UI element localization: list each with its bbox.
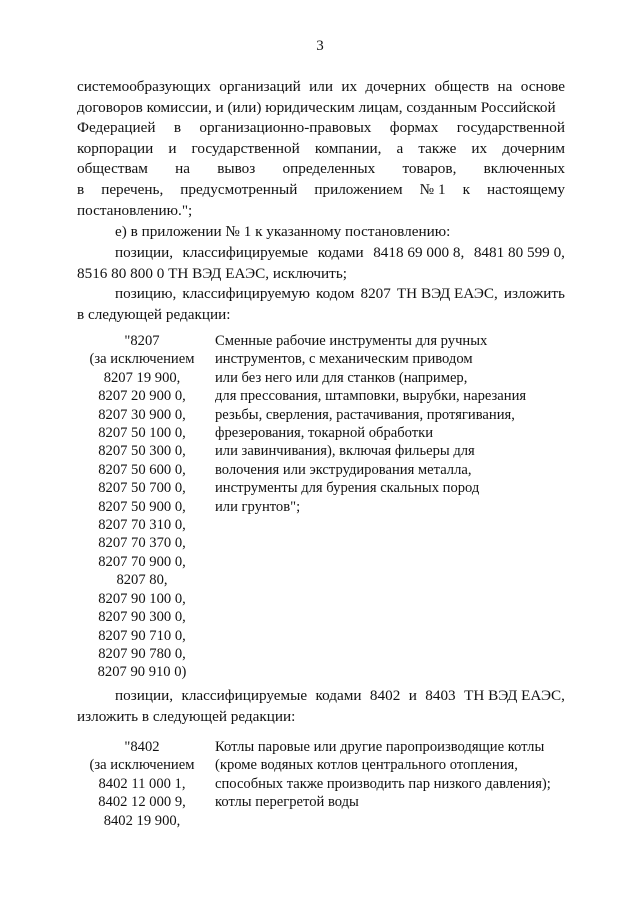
- description-line: или без него или для станков (например,: [215, 369, 468, 386]
- exclude-line-2: 8516 80 800 0 ТН ВЭД ЕАЭС, исключить;: [77, 264, 347, 282]
- word: также: [418, 139, 457, 157]
- code-line: "8207: [124, 333, 160, 349]
- description-line: или завинчивания), включая фильеры для: [215, 443, 475, 460]
- word: позицию,: [115, 285, 177, 302]
- restate-line-2: в следующей редакции:: [77, 305, 231, 323]
- code-line: 8207 80,: [116, 572, 168, 589]
- code-line: 8207 20 900 0,: [98, 388, 186, 405]
- code-line: 8207 50 600 0,: [98, 461, 186, 478]
- word: государственной: [191, 139, 300, 157]
- word: изложить: [503, 285, 565, 302]
- restate-paragraph: [77, 284, 565, 325]
- positions-line-2: изложить в следующей редакции:: [77, 707, 296, 725]
- word: классифицируемые: [181, 687, 308, 704]
- code-line: 8207 50 100 0,: [98, 425, 186, 442]
- word: классифицируемые: [182, 244, 309, 261]
- positions-paragraph: [77, 686, 565, 727]
- table1-description: [215, 332, 526, 516]
- code-line: 8207 19 900,: [103, 369, 181, 386]
- word: кодами: [315, 687, 362, 704]
- item-e-text: е) в приложении № 1 к указанному постановлению:: [115, 223, 451, 240]
- code-line: "8402: [124, 739, 160, 755]
- word: организационно-правовых: [199, 119, 372, 137]
- word: на: [175, 160, 190, 178]
- description-line: резьбы, сверления, растачивания, протягивания,: [215, 406, 515, 423]
- table2-description: [215, 738, 551, 812]
- description-line: котлы перегретой воды: [215, 794, 359, 811]
- word: организаций: [219, 78, 301, 95]
- word: их: [471, 139, 488, 157]
- code-line: 8207 90 300 0,: [98, 609, 186, 626]
- code-line: 8207 90 910 0): [97, 664, 187, 681]
- word: и: [168, 139, 177, 157]
- word: ТН ВЭД ЕАЭС,: [396, 285, 498, 302]
- code-line: 8402 12 000 9,: [98, 794, 186, 811]
- exclude-line-1: [77, 243, 565, 264]
- para1-line-1: [77, 77, 565, 98]
- description-line: инструменты для бурения скальных пород: [215, 480, 480, 497]
- description-line: (кроме водяных котлов центрального отопления,: [215, 757, 518, 774]
- description-line: Котлы паровые или другие паропроизводящие котлы: [215, 739, 545, 755]
- word: ТН ВЭД ЕАЭС,: [464, 687, 565, 704]
- exclude-paragraph: [77, 243, 565, 284]
- para1-line-4: [77, 139, 565, 160]
- code-line: 8207 50 900 0,: [98, 498, 186, 515]
- word: формах: [389, 119, 439, 137]
- word: 8481 80 599 0,: [473, 244, 565, 261]
- word: 8418 69 000 8,: [373, 244, 465, 261]
- description-line: или грунтов";: [215, 498, 301, 515]
- code-line: 8207 90 100 0,: [98, 590, 186, 607]
- word: 8402: [369, 687, 401, 704]
- word: перечень,: [101, 180, 164, 198]
- code-line: 8207 70 310 0,: [98, 517, 186, 534]
- word: а: [396, 139, 404, 157]
- word: в: [77, 180, 85, 198]
- code-line: 8207 50 300 0,: [98, 443, 186, 460]
- word: к: [462, 180, 470, 198]
- word: настоящему: [486, 180, 565, 198]
- code-line: 8207 90 780 0,: [98, 645, 186, 662]
- word: дочерних: [365, 78, 427, 95]
- word: или: [309, 78, 333, 95]
- description-line: волочения или экструдирования металла,: [215, 461, 472, 478]
- para1-line-2: договоров комиссии, и (или) юридическим лицам, созданным Российской: [77, 98, 556, 116]
- word: позиции,: [115, 244, 174, 261]
- word: корпорации: [77, 139, 154, 157]
- word: 8403: [425, 687, 456, 704]
- code-line: 8207 50 700 0,: [98, 480, 186, 497]
- paragraph-continuation: [77, 77, 565, 221]
- description-line: фрезерования, токарной обработки: [215, 425, 434, 442]
- code-line: 8207 70 900 0,: [98, 553, 186, 570]
- word: предусмотренный: [180, 180, 298, 198]
- description-line: Сменные рабочие инструменты для ручных: [215, 333, 488, 349]
- word: товаров,: [402, 160, 457, 178]
- code-line: 8402 11 000 1,: [98, 775, 186, 792]
- word: позиции,: [115, 687, 174, 704]
- word: и: [408, 687, 417, 704]
- word: вывоз: [217, 160, 256, 178]
- page-number: 3: [316, 38, 324, 54]
- word: определенных: [282, 160, 376, 178]
- word: дочерним: [502, 139, 565, 157]
- word: приложением: [314, 180, 403, 198]
- para1-line-3: [77, 118, 565, 139]
- code-line: 8402 19 900,: [103, 812, 181, 829]
- word: кодами: [317, 244, 364, 261]
- word: кодом: [316, 285, 355, 302]
- word: системообразующих: [77, 78, 211, 95]
- word: основе: [520, 78, 565, 95]
- para1-line-7: постановлению.";: [77, 201, 193, 219]
- table1-codes: [80, 332, 204, 682]
- description-line: инструментов, с механическим приводом: [215, 351, 473, 368]
- code-line: (за исключением: [89, 757, 195, 774]
- word: включенных: [483, 160, 565, 178]
- word: № 1: [419, 180, 446, 198]
- word: 8207: [360, 285, 391, 302]
- word: на: [497, 78, 513, 95]
- description-line: способных также производить пар низкого давления);: [215, 775, 551, 792]
- word: классифицируемую: [182, 285, 310, 302]
- word: обществам: [77, 160, 148, 178]
- description-line: для прессования, штамповки, вырубки, нарезания: [215, 388, 527, 405]
- table2-codes: [80, 738, 204, 830]
- code-line: (за исключением: [89, 351, 195, 368]
- para1-line-6: [77, 180, 565, 201]
- word: в: [173, 119, 181, 137]
- positions-line-1: [77, 686, 565, 707]
- code-line: 8207 70 370 0,: [98, 535, 186, 552]
- restate-line-1: [77, 284, 565, 305]
- item-e-paragraph: [77, 222, 565, 243]
- code-line: 8207 90 710 0,: [98, 627, 186, 644]
- para1-line-5: [77, 159, 565, 180]
- word: обществ: [434, 78, 490, 95]
- code-line: 8207 30 900 0,: [98, 406, 186, 423]
- word: их: [341, 78, 358, 95]
- word: компании,: [314, 139, 382, 157]
- word: государственной: [456, 119, 565, 137]
- word: Федерацией: [77, 119, 156, 137]
